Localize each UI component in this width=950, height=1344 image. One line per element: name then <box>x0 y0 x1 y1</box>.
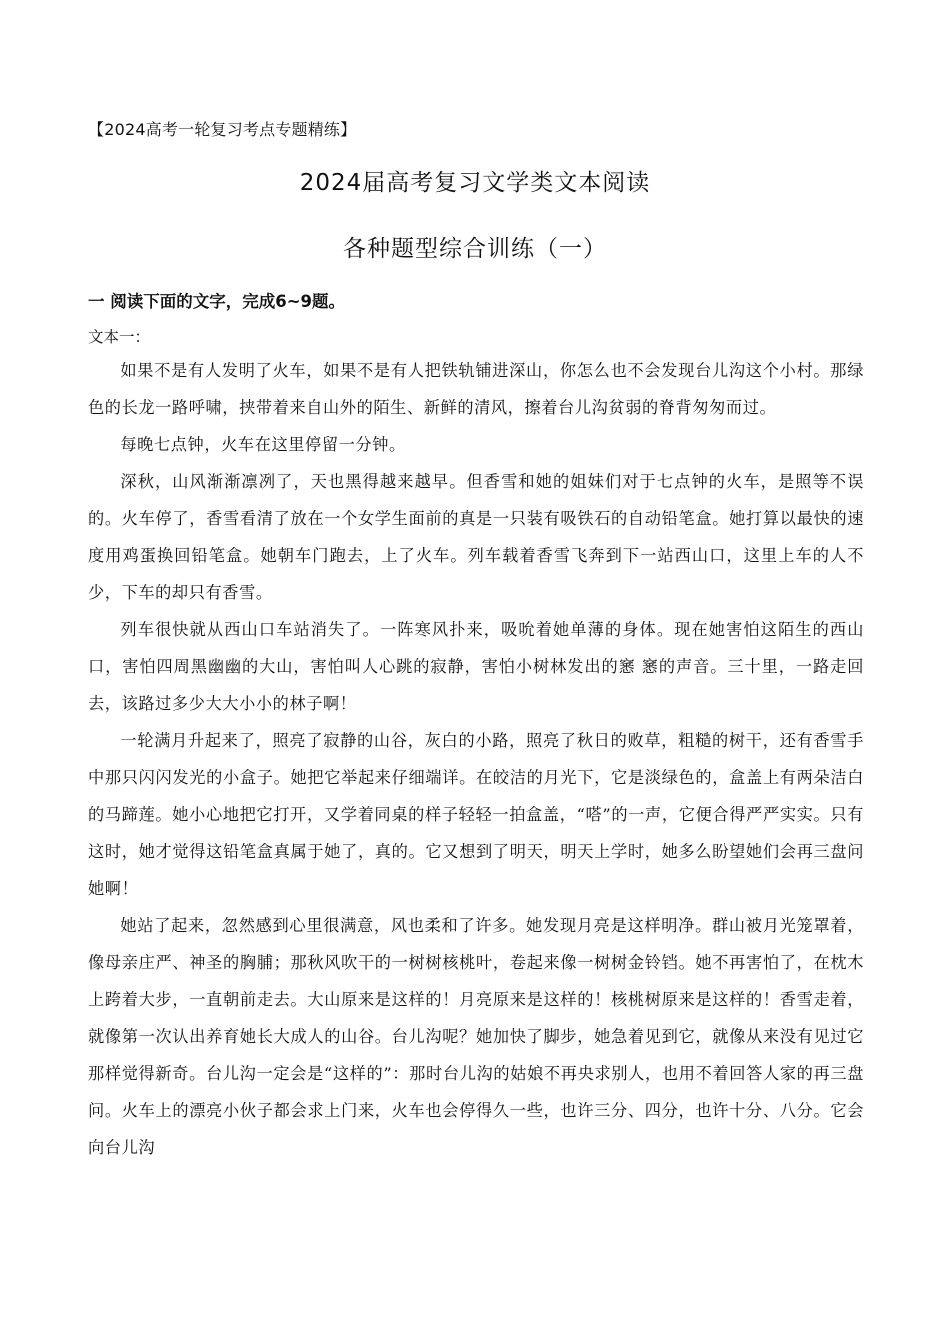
paragraph: 每晚七点钟，火车在这里停留一分钟。 <box>120 435 406 454</box>
section-heading: 一 阅读下面的文字，完成6~9题。 <box>88 292 346 311</box>
paragraph: 她站了起来，忽然感到心里很满意，风也柔和了许多。她发现月亮是这样明净。群山被月光笼罩着，像母亲庄严、神圣的胸脯；那秋风吹干的一树树核桃叶，卷起来像一树树金铃铛。她不再害怕了，在枕木上跨着大步，一直朝前走去。大山原来是这样的！月亮原来是这样的！核桃树原来是这样的！香雪走着，就像第一次认出养育她长大成人的山谷。台儿沟呢？她加快了脚步，她急着见到它，就像从来没有见过它那样觉得新奇。台儿沟一定会是“这样的”：那时台儿沟的姑娘不再央求别人，也用不着回答人家的再三盘问。火车上的漂亮小伙子都会求上门来，火车也会停得久一些，也许三分、四分，也许十分、八分。它会向台儿沟 <box>88 916 864 1157</box>
series-tag: 【2024高考一轮复习考点专题精练】 <box>88 120 357 139</box>
text-label: 文本一： <box>88 328 151 346</box>
passage-body <box>88 352 864 1166</box>
document-title: 2024届高考复习文学类文本阅读 <box>299 170 651 196</box>
paragraph: 列车很快就从西山口车站消失了。一阵寒风扑来，吸吮着她单薄的身体。现在她害怕这陌生的西山口，害怕四周黑幽幽的大山，害怕叫人心跳的寂静，害怕小树林发出的窸 窸的声音。三十里，一路走回去，该路过多少大大小小的林子啊！ <box>88 620 864 713</box>
paragraph: 如果不是有人发明了火车，如果不是有人把铁轨铺进深山，你怎么也不会发现台儿沟这个小村。那绿色的长龙一路呼啸，挟带着来自山外的陌生、新鲜的清风，擦着台儿沟贫弱的脊背匆匆而过。 <box>88 361 864 417</box>
paragraph: 深秋，山风渐渐凛冽了，天也黑得越来越早。但香雪和她的姐妹们对于七点钟的火车，是照等不误的。火车停了，香雪看清了放在一个女学生面前的真是一只装有吸铁石的自动铅笔盒。她打算以最快的速度用鸡蛋换回铅笔盒。她朝车门跑去，上了火车。列车载着香雪飞奔到下一站西山口，这里上车的人不少，下车的却只有香雪。 <box>88 472 864 602</box>
paragraph: 一轮满月升起来了，照亮了寂静的山谷，灰白的小路，照亮了秋日的败草，粗糙的树干，还有香雪手中那只闪闪发光的小盒子。她把它举起来仔细端详。在皎洁的月光下，它是淡绿色的，盒盖上有两朵洁白的马蹄莲。她小心地把它打开，又学着同桌的样子轻轻一拍盒盖，“嗒”的一声，它便合得严严实实。只有这时，她才觉得这铅笔盒真属于她了，真的。它又想到了明天，明天上学时，她多么盼望她们会再三盘问她啊！ <box>88 731 864 898</box>
document-subtitle: 各种题型综合训练（一） <box>343 236 607 262</box>
